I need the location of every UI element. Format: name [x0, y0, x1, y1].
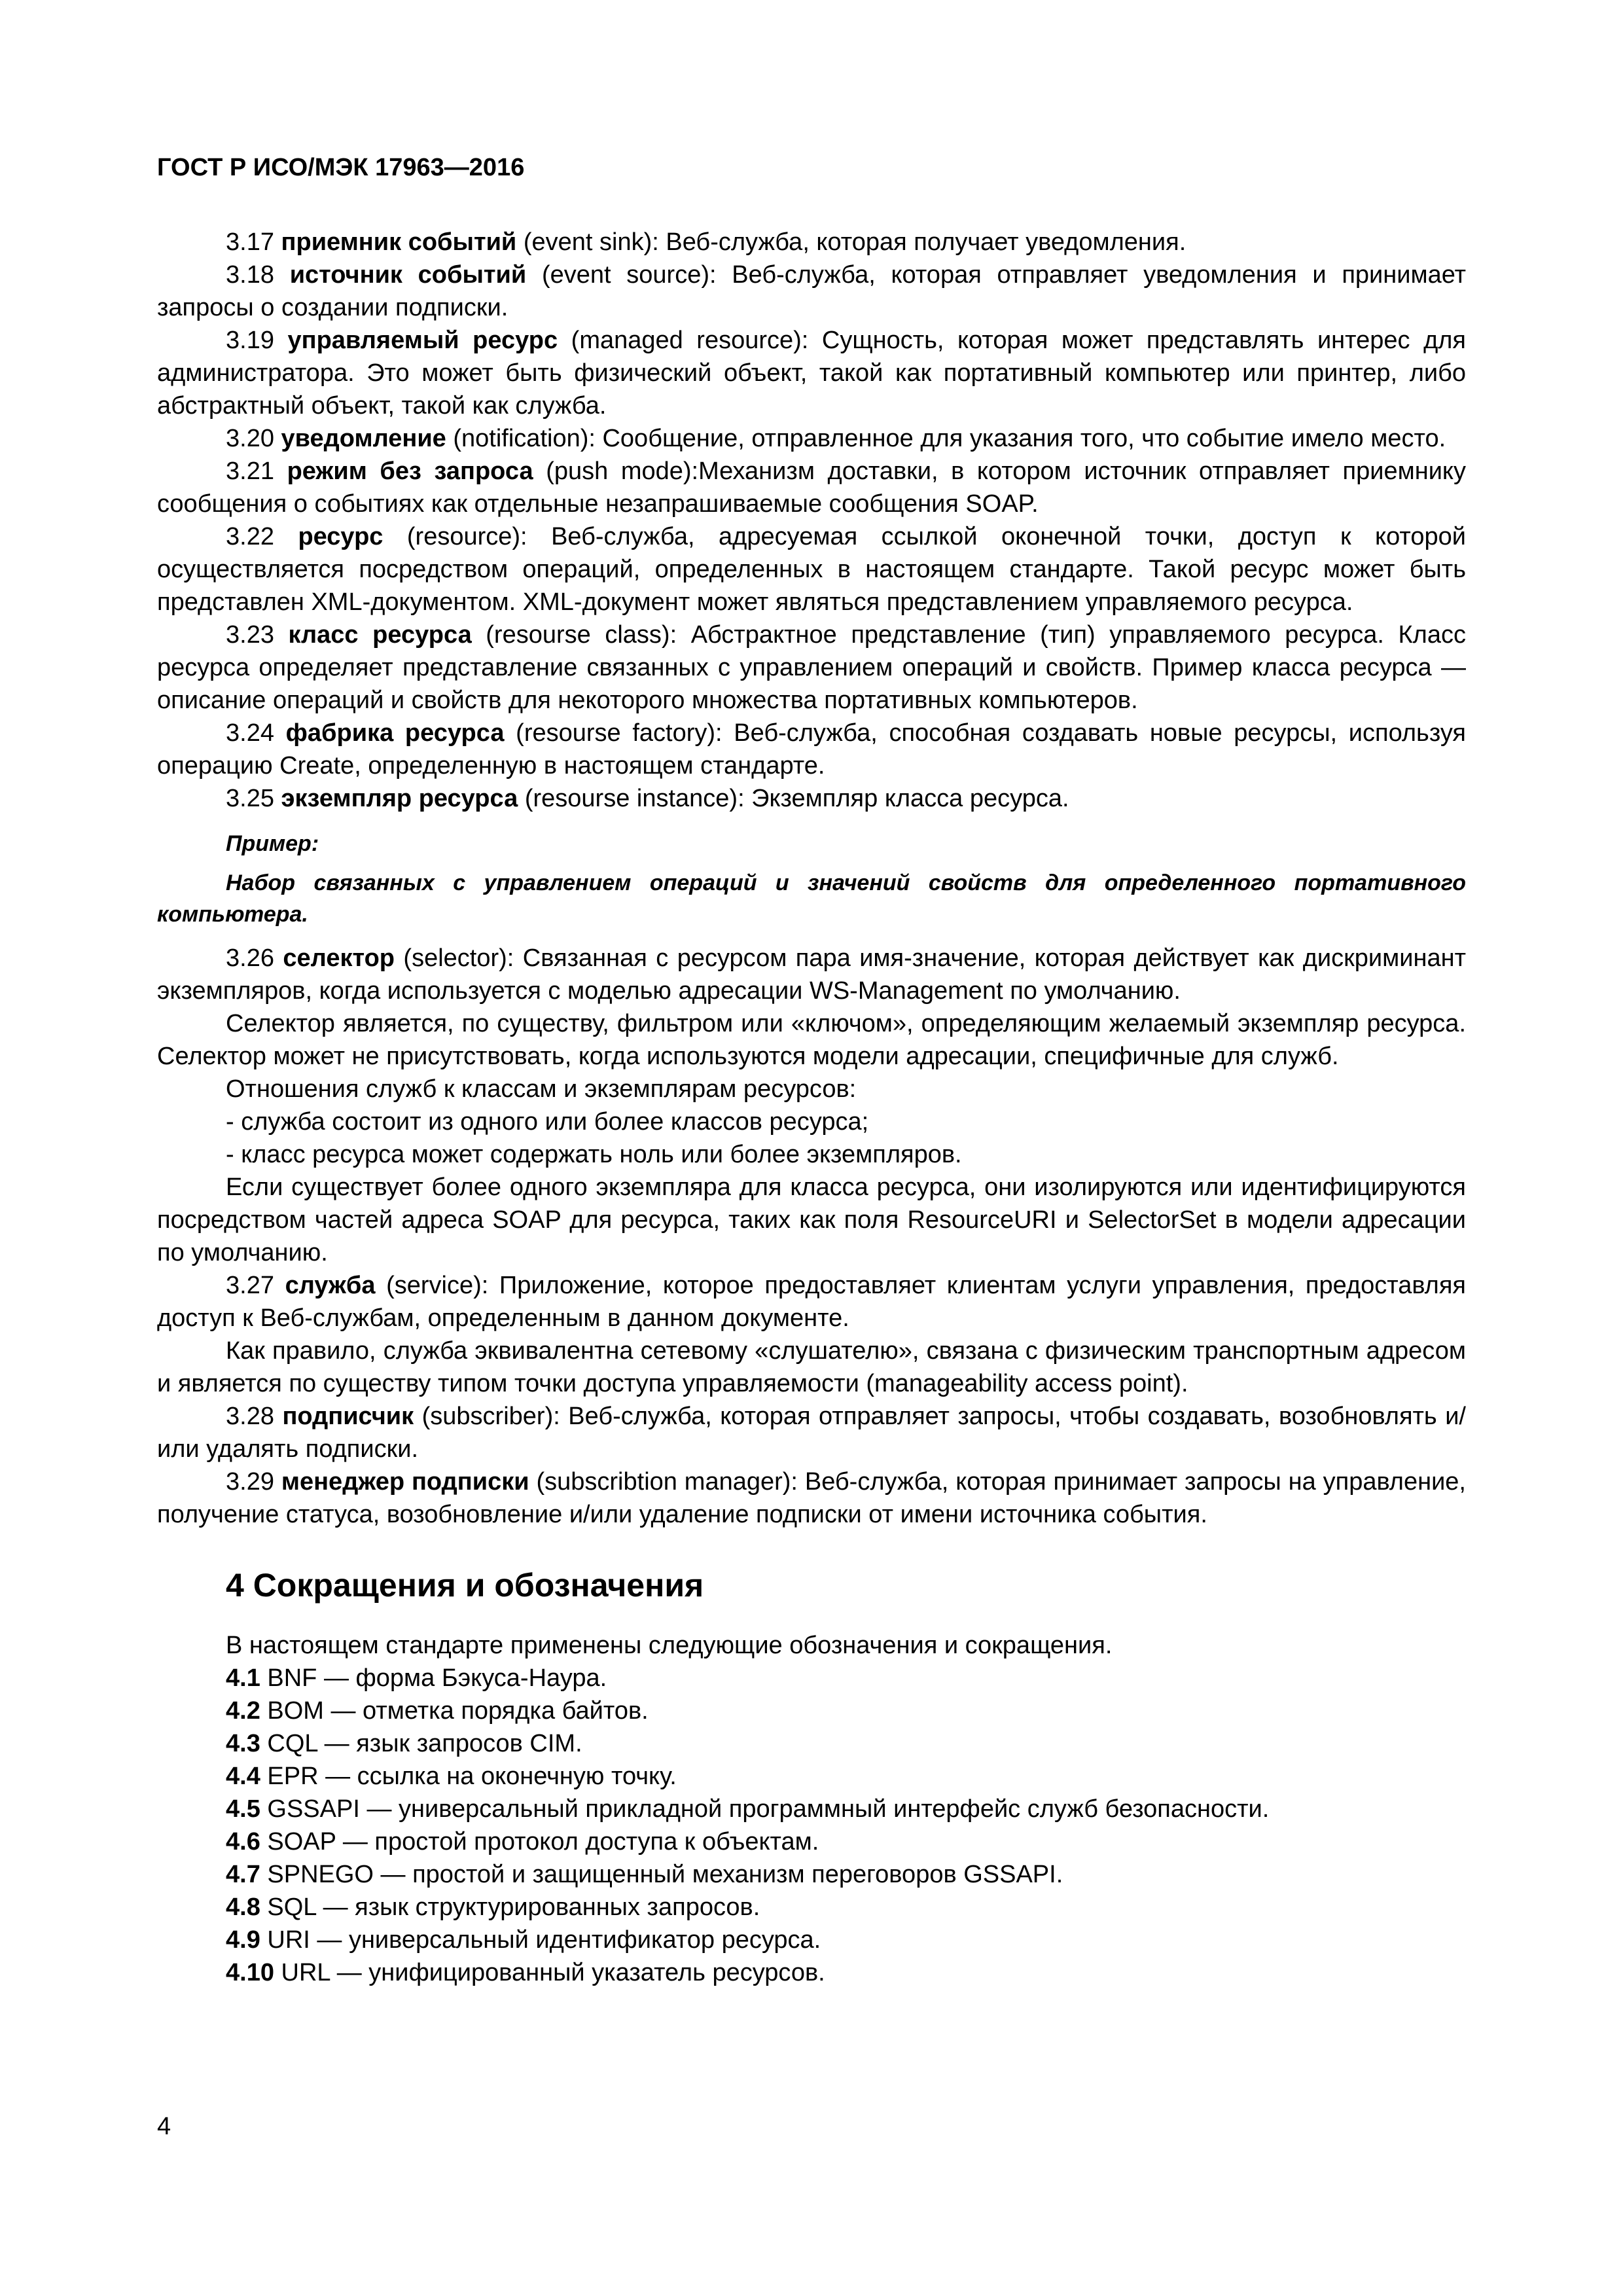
example-text: Набор связанных с управлением операций и значений свойств для определенного портативного компьютера. [157, 870, 1466, 927]
body-paragraph: Отношения служб к классам и экземплярам ресурсов: [226, 1075, 857, 1103]
abbreviation-item: 4.1 BNF — форма Бэкуса-Наура. [226, 1664, 607, 1692]
document-body [157, 226, 1466, 1989]
example-label: Пример: [226, 831, 319, 856]
abbreviation-item: 4.4 EPR — ссылка на оконечную точку. [226, 1763, 677, 1790]
definition-paragraph: 3.27 служба (service): Приложение, которое предоставляет клиентам услуги управления, предоставляя доступ к Веб-службам, определенным в данном документе. [157, 1272, 1466, 1332]
definition-paragraph: 3.25 экземпляр ресурса (resourse instance): Экземпляр класса ресурса. [226, 785, 1069, 812]
abbreviation-item: 4.2 BOM — отметка порядка байтов. [226, 1697, 649, 1725]
list-item: - служба состоит из одного или более классов ресурса; [226, 1108, 869, 1136]
definition-paragraph: 3.20 уведомление (notification): Сообщение, отправленное для указания того, что событие имело место. [226, 425, 1446, 452]
list-item: - класс ресурса может содержать ноль или более экземпляров. [226, 1141, 962, 1168]
body-paragraph: Если существует более одного экземпляра для класса ресурса, они изолируются или идентифицируются посредством частей адреса SOAP для ресурса, таких как поля ResourceURI и SelectorSet в модели адресации по умолчанию. [157, 1174, 1466, 1266]
section-title: 4 Сокращения и обозначения [226, 1567, 704, 1604]
body-paragraph: Как правило, служба эквивалентна сетевому «слушателю», связана с физическим транспортным адресом и является по существу типом точки доступа управляемости (manageability access point). [157, 1337, 1466, 1397]
abbreviation-item: 4.6 SOAP — простой протокол доступа к объектам. [226, 1828, 819, 1856]
abbreviation-item: 4.7 SPNEGO — простой и защищенный механизм переговоров GSSAPI. [226, 1861, 1063, 1888]
section-intro: В настоящем стандарте применены следующие обозначения и сокращения. [226, 1632, 1113, 1659]
abbreviation-item: 4.10 URL — унифицированный указатель ресурсов. [226, 1959, 825, 1986]
definition-paragraph: 3.22 ресурс (resource): Веб-служба, адресуемая ссылкой оконечной точки, доступ к которой осуществляется посредством операций, определенных в настоящем стандарте. Такой ресурс может быть представлен XML-документом. XML-документ может являться представлением управляемого ресурса. [157, 523, 1466, 616]
definition-paragraph: 3.21 режим без запроса (push mode):Механизм доставки, в котором источник отправляет приемнику сообщения о событиях как отдельные незапрашиваемые сообщения SOAP. [157, 457, 1466, 518]
definition-paragraph: 3.29 менеджер подписки (subscribtion manager): Веб-служба, которая принимает запросы на управление, получение статуса, возобновление и/или удаление подписки от имени источника события. [157, 1468, 1466, 1528]
definition-paragraph: 3.17 приемник событий (event sink): Веб-служба, которая получает уведомления. [226, 228, 1186, 256]
body-paragraph: Селектор является, по существу, фильтром или «ключом», определяющим желаемый экземпляр ресурса. Селектор может не присутствовать, когда используются модели адресации, специфичные для служб. [157, 1010, 1466, 1070]
abbreviation-item: 4.9 URI — универсальный идентификатор ресурса. [226, 1926, 821, 1954]
abbreviation-item: 4.3 CQL — язык запросов CIM. [226, 1730, 582, 1757]
page-number: 4 [157, 2113, 171, 2140]
abbreviation-item: 4.5 GSSAPI — универсальный прикладной программный интерфейс служб безопасности. [226, 1795, 1270, 1823]
document-header: ГОСТ Р ИСО/МЭК 17963—2016 [157, 154, 525, 181]
definition-paragraph: 3.18 источник событий (event source): Веб-служба, которая отправляет уведомления и принимает запросы о создании подписки. [157, 261, 1467, 321]
definition-paragraph: 3.26 селектор (selector): Связанная с ресурсом пара имя-значение, которая действует как дискриминант экземпляров, когда используется с моделью адресации WS-Management по умолчанию. [157, 944, 1466, 1005]
abbreviation-item: 4.8 SQL — язык структурированных запросов. [226, 1893, 760, 1921]
definition-paragraph: 3.24 фабрика ресурса (resourse factory): Веб-служба, способная создавать новые ресурсы, используя операцию Create, определенную в настоящем стандарте. [157, 719, 1466, 780]
definition-paragraph: 3.28 подписчик (subscriber): Веб-служба, которая отправляет запросы, чтобы создавать, возобновлять и/или удалять подписки. [157, 1403, 1466, 1463]
definition-paragraph: 3.19 управляемый ресурс (managed resource): Сущность, которая может представлять интерес для администратора. Это может быть физический объект, такой как портативный компьютер или принтер, либо абстрактный объект, такой как служба. [157, 327, 1466, 420]
definition-paragraph: 3.23 класс ресурса (resourse class): Абстрактное представление (тип) управляемого ресурса. Класс ресурса определяет представление связанных с управлением операций и свойств. Пример класса ресурса — описание операций и свойств для некоторого множества портативных компьютеров. [157, 621, 1466, 714]
document-page [157, 0, 1466, 2296]
